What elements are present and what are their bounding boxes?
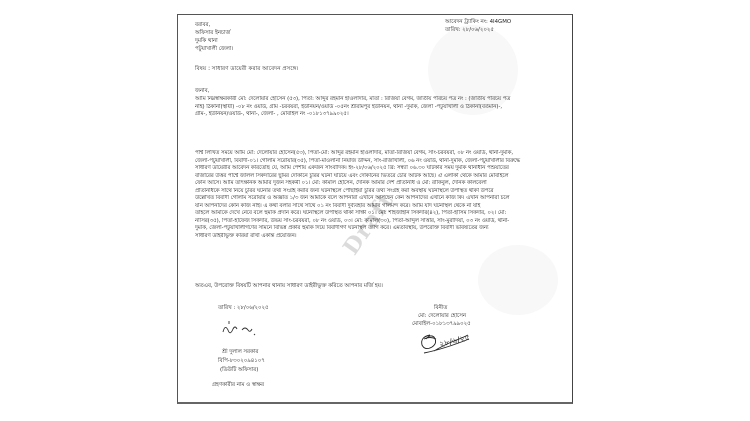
body-line: জেলা-পটুয়াখালী, বিবাদী-০১। গোলাম সরোয়ার(৩৫), পিতা-মাওলানা নিয়াজ উদ্দিন, সাং-রাজাখালী, ০৬ নং ওয়ার্ড, থানা-দুমকি, জেলা-পটুয়াখালীর বিরুদ্ধে: [195, 157, 521, 164]
receipt-date: তারিখ : ২৮/০৬/২০২৫: [218, 305, 269, 311]
body-line: সাধারণ ডাইরীভুক্ত করিয়া রাখা একান্ত প্রয়োজন।: [195, 233, 297, 240]
yours-faithfully: বিনীত: [434, 305, 448, 311]
applicant-mobile: মোবাইল-০১৮১৩৭৯৯০২৫: [412, 321, 471, 327]
receiver-signature-icon: [220, 320, 260, 340]
receiver-designation: (ডিউটি অফিসার): [220, 367, 259, 373]
body-line: বাজারের উত্তর পার্শ্বে জলিল সিকদারের ছুমির দোকানে চুরির ঘটনা ঘটিয়ে এবং দোকানের ভিতরে চোর আটক আছে। ঐ এলাকা থেকে আমার মোবাইলে: [195, 172, 509, 179]
recipient-title: অফিসার ইনচার্জ: [195, 30, 231, 36]
body-line: পার্শ্ব লিখিত সময়ে আমি মো: দেলোয়ার হোসেন(৫৩), পিতা-মো: আব্দুর রহমান হাওলাদার, মাতা-রিজিয়া বেগম, সাং-চরবয়রা, ০৮ নং ওয়ার্ড, থানা-দুমকি,: [195, 150, 514, 156]
applicant-name: মো: দেলোয়ার হোসেন: [418, 313, 466, 319]
receiver-name: শ্রী দুলাল সরকার: [222, 349, 259, 355]
subject-line: বিষয় : সাধারণ ডায়েরী করার আবেদন প্রসঙ্গে।: [195, 66, 299, 72]
draft-watermark: Draft: [338, 188, 400, 260]
body-line: যান আপনাদের কোন কাজ নাই। এ কথা বলার সাথে সাথে ০১ নং বিবাদী দুর্ব্যবহার আমার গালমন্দ করে। আমি যদি ঘটনাস্থল থেকে না যাই: [195, 202, 481, 209]
intro-line: আমি নিম্নস্বাক্ষরকারী মো: দেলোয়ার হোসেন (৫৩), পিতা: আব্দুর রহমান হাওলাদার, মাতা : রিজিয়া বেগম, জাতীয় পরিচয় পত্র নং : (জাতীয় পরিচয় পত্র: [195, 96, 511, 102]
body-line: প্রতিনিধিকে সাথে নিয়ে চুরির ঘটনার তথ্য সংগ্রহ করার জন্য ঘটনাস্থলে পৌঁছাইয়া চুরির তথ্য সংগ্রহ করা অবস্থায় ঘটনাস্থলে উপস্থিত থাকা উপরে: [195, 187, 494, 194]
tracking-number: আবেদন ট্র্যাকিং নং: 4I4GMO: [445, 19, 512, 25]
body-line: তাহলে আমাকে দেখে নেবে বলে হুমকি প্রদান করে। ঘটনাস্থলে উপস্থিত থাকা সাক্ষী ০১। মো: শাহজাহান সিকদার(৪২), পিতা-হাসিম সিকদার, ০২। মো:: [195, 210, 507, 217]
receiver-bp-number: বিপি-৮৩০২০৯৪১০৭: [218, 358, 265, 364]
recipient-to: বরাবর,: [195, 22, 211, 28]
applicant-signature-icon: [416, 329, 486, 355]
body-line: দুমকি, জেলা-পটুয়াখালীগণের সামনে বিভিন্ন প্রকার হুমকি দিয়ে বিবাদীগণ ঘটনাস্থল ত্যাগ করে। এমতাবস্থায়, উপরোক্ত বিবাদী ভবিষ্যতের জন্য: [195, 225, 489, 232]
application-date: তারিখ: ২৮/০৬/২০২৫: [445, 27, 494, 33]
scan-shadow: [478, 245, 558, 315]
intro-line: গ্রাম-, ইউনিয়ন/ওয়ার্ড-, থানা-, জেলা- , মোবাইল নং -০১৮১৩৭৯৯০২৫।: [195, 111, 349, 118]
body-line: উল্লেখিত বিবাদী গোলাম সরোয়ার ও অজ্ঞাত ১/৩ জন আমাকে বলে আপনারা এখানে আসছেন কেন আপনাদের এখানে কাজ কি। এখনি আপনারা চলে: [195, 195, 510, 202]
intro-paragraph: [195, 96, 560, 119]
recipient-district: পটুয়াখালী জেলা।: [195, 46, 234, 52]
svg-text:২৮/৬/২৫: ২৮/৬/২৫: [438, 332, 471, 349]
recipient-station: দুমকি থানা: [195, 38, 218, 44]
body-line: ফোন আসে। আমি তাৎক্ষনিক আমার দুজন সহকর্মী ০১। মো: কামাল হোসেন, দৈনিক আমার দেশ প্রতিনিধি ও মো: রাকিবুল, দৈনিক কালবেলা: [195, 180, 487, 187]
gd-application-document: [177, 14, 573, 404]
body-line: সাধারণ ডায়েরীর আবেদন করিতেছি যে, আমি পেশায় একজন সাংবাদিক। ইং-২৮/০৬/২০২৫ খ্রি: সন্ধ্যা ০৬.৩০ ঘটিকার সময় দুমকি থানাধীন পশুয়াতের: [195, 165, 509, 172]
receiver-caption: গ্রহণকারীর নাম ও স্বাক্ষর: [212, 382, 264, 388]
body-line: নাসির(৩৫), পিতা-হাফেজ সিকদার, উভয় সাং-চরবয়রা, ০৮ নং ওয়ার্ড, ০৩। মো: কামাল(৩০), পিতা-আব্দুল সাত্তার, সাং-মুরাদিয়া, ০৩ নং ওয়ার্ড, থানা-: [195, 217, 510, 224]
intro-line: নাই) ঠিকানা(স্থায়ী) -০৮ নং ওয়ার্ড, গ্রাম -চরবয়রা, ইউনিয়ন/ওয়ার্ড -০৫নং শ্রীরামপুর ইউনিয়ন, থানা -দুমকি, জেলা -পটুয়াখালী ও ঠিকানা(বর্তমান)-,: [195, 103, 503, 110]
salutation: জনাব,: [195, 88, 210, 94]
closing-line: অতএব, উপরোক্ত বিষয়টি আপনার থানায় সাধারণ ডাইরীভুক্ত করিতে আপনার মর্জি হয়।: [195, 283, 383, 289]
